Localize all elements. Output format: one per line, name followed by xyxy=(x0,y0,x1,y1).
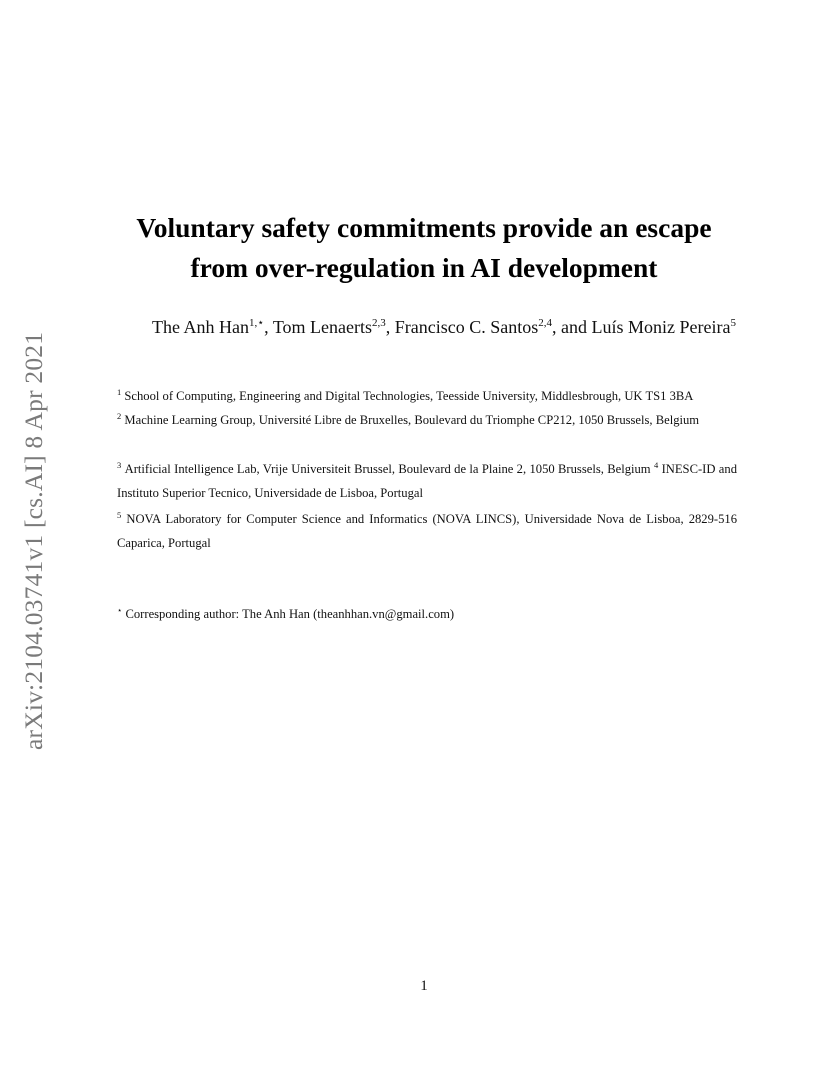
affiliation-mark: 2 xyxy=(117,411,122,421)
affiliation-5 xyxy=(117,507,737,555)
author-affiliation-marks: 2,4 xyxy=(538,317,553,329)
corresponding-author-note xyxy=(117,602,454,626)
paper-title xyxy=(60,208,788,288)
arxiv-identifier: arXiv:2104.03741v1 [cs.AI] 8 Apr 2021 xyxy=(19,331,48,750)
affiliation-mark: 5 xyxy=(117,510,122,520)
author-name: Tom Lenaerts xyxy=(272,317,373,337)
affiliation-1 xyxy=(117,384,737,408)
author-affiliation-marks: 2,3 xyxy=(372,317,386,329)
author-affiliation-marks: 1,⋆ xyxy=(248,317,265,329)
affiliation-text: School of Computing, Engineering and Digital Technologies, Teesside University, Middlesbrough, UK TS1 3BA xyxy=(124,389,694,403)
author-affiliation-marks: 5 xyxy=(730,317,736,329)
corresponding-mark: ⋆ xyxy=(117,605,123,615)
author-list xyxy=(60,314,828,340)
author-name: Luís Moniz Pereira xyxy=(591,317,731,337)
author-separator: , xyxy=(385,317,395,337)
author-separator: , xyxy=(264,317,273,337)
affiliation-3-4 xyxy=(117,457,737,505)
affiliation-2 xyxy=(117,408,737,432)
affiliation-text: INESC-ID and Instituto Superior Tecnico, Universidade de Lisboa, Portugal xyxy=(117,462,737,500)
affiliation-text: NOVA Laboratory for Computer Science and Informatics (NOVA LINCS), Universidade Nova de Lisboa, 2829-516 Caparica, Portugal xyxy=(117,512,737,550)
affiliation-mark: 3 xyxy=(117,460,122,470)
arxiv-stamp xyxy=(17,300,57,750)
author-name: The Anh Han xyxy=(152,317,249,337)
title-line-2: from over-regulation in AI development xyxy=(190,252,658,283)
affiliation-mark: 1 xyxy=(117,387,122,397)
title-line-1: Voluntary safety commitments provide an escape xyxy=(136,212,712,243)
page-number: 1 xyxy=(420,978,428,994)
corresponding-author-text: Corresponding author: The Anh Han (theanhhan.vn@gmail.com) xyxy=(125,607,455,621)
author-name: Francisco C. Santos xyxy=(394,317,539,337)
affiliation-text: Machine Learning Group, Université Libre de Bruxelles, Boulevard du Triomphe CP212, 1050 Brussels, Belgium xyxy=(124,413,700,427)
author-separator: , and xyxy=(552,317,592,337)
affiliation-mark: 4 xyxy=(653,460,659,470)
affiliation-text: Artificial Intelligence Lab, Vrije Universiteit Brussel, Boulevard de la Plaine 2, 1050 Brussels, Belgium xyxy=(124,462,651,476)
